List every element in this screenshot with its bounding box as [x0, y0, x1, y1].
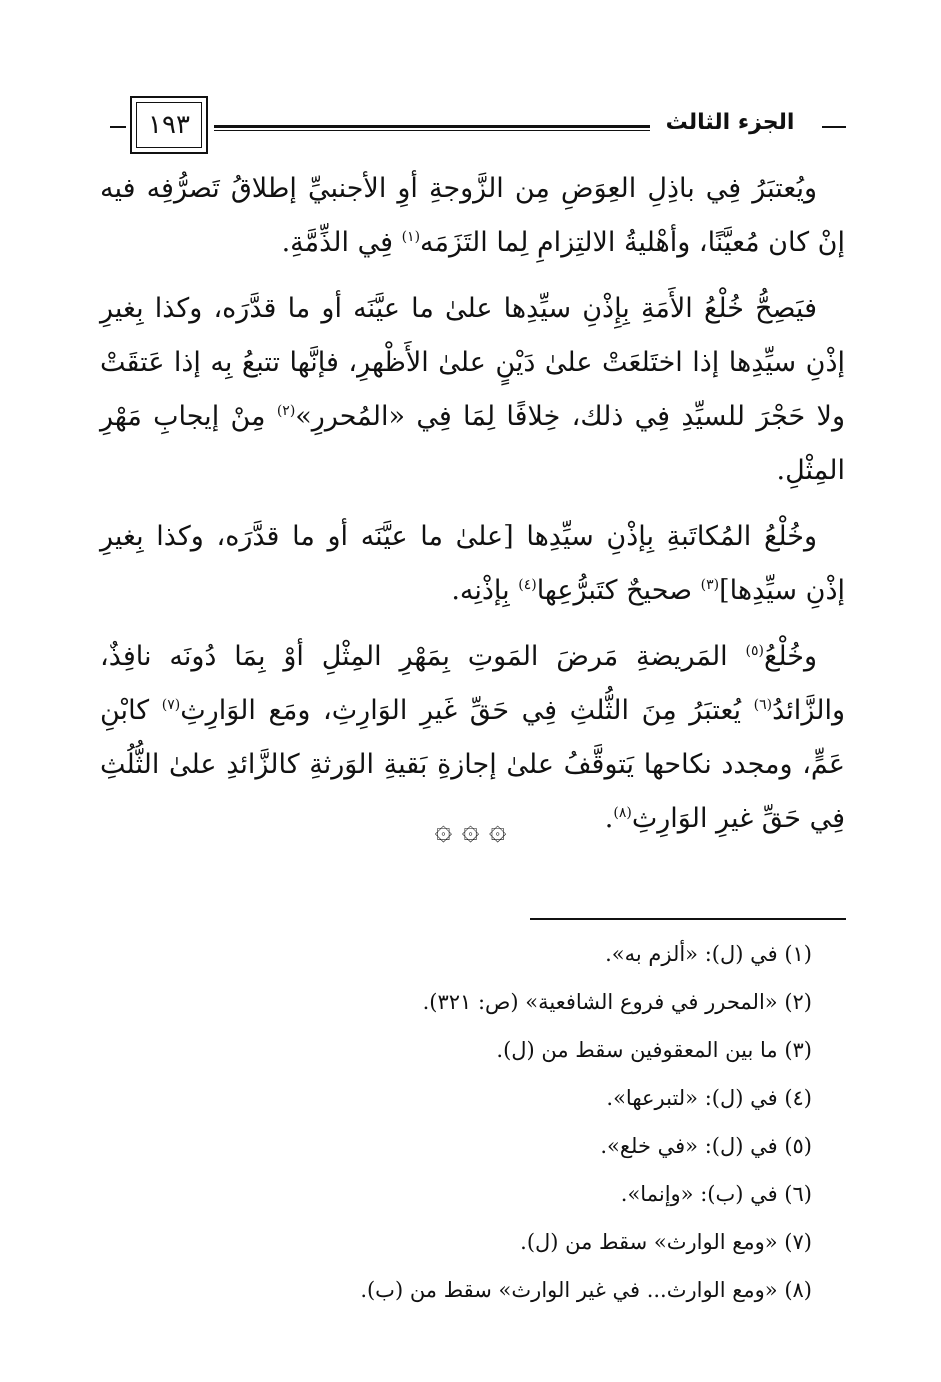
footnote-ref-4: (٤) — [518, 577, 537, 593]
footnote-ref-5: (٥) — [745, 643, 764, 659]
main-text — [100, 162, 845, 858]
text-span: مِنْ إيجابِ مَهْرِ المِثْلِ. — [100, 401, 845, 486]
footnote-ref-2: (٢) — [276, 403, 296, 419]
page-number-box — [130, 96, 208, 154]
footnote-ref-3: (٣) — [700, 577, 720, 593]
text-span: يُعتبَرُ مِنَ الثُّلثِ فِي حَقِّ غَيرِ الوَارِثِ، ومَع الوَارِثِ — [180, 695, 754, 726]
footnote-2: (٢) «المحرر في فروع الشافعية» (ص: ٣٢١). — [422, 990, 812, 1014]
paragraph-3 — [100, 510, 845, 618]
footnote-1: (١) في (ل): «ألزم به». — [605, 942, 812, 966]
page-number: ١٩٣ — [136, 102, 202, 148]
text-span: ويُعتبَرُ فِي باذِلِ العِوَضِ مِن الزَّوجةِ أوِ الأجنبيِّ إطلاقُ تَصرُّفِه فيه إنْ كان مُعيَّنًا، وأهْليةُ الالتِزامِ لِما التَزَمَه — [100, 173, 845, 258]
footnote-7: (٧) «ومع الوارث» سقط من (ل). — [520, 1230, 812, 1254]
text-span: وخُلْعُ — [763, 641, 817, 672]
footnote-ref-8: (٨) — [613, 805, 632, 821]
text-span: كابْنِ عَمٍّ، ومجدد نكاحها يَتوقَّفُ علىٰ إجازةِ بَقيةِ الوَرثةِ كالزَّائدِ علىٰ الثُّلُثِ فِي حَقِّ غيرِ الوَارِثِ — [100, 695, 845, 834]
footnote-3: (٣) ما بين المعقوفين سقط من (ل). — [496, 1038, 812, 1062]
footnote-4: (٤) في (ل): «لتبرعها». — [606, 1086, 812, 1110]
footnote-divider — [530, 918, 846, 920]
section-ornament-icon: ۞ ۞ ۞ — [434, 812, 507, 847]
footnote-ref-6: (٦) — [753, 697, 773, 713]
text-span: صحيحٌ كتَبرُّعِها — [536, 575, 701, 606]
text-span: . — [604, 803, 614, 834]
text-span: وخُلْعُ المُكاتَبةِ بِإذْنِ سيِّدِها [علىٰ ما عيَّنَه أو ما قدَّرَه، وكذا بِغيرِ إذْنِ سيِّدِها] — [100, 521, 845, 606]
text-span: فِي الذِّمَّةِ. — [281, 227, 402, 258]
paragraph-1 — [100, 162, 845, 270]
page-header — [110, 96, 846, 158]
running-title: الجزء الثالث — [650, 110, 810, 135]
footnote-ref-1: (١) — [401, 229, 421, 245]
footnotes — [100, 930, 812, 1314]
footnote-ref-7: (٧) — [161, 697, 181, 713]
paragraph-2 — [100, 282, 845, 498]
text-span: فيَصِحُّ خُلْعُ الأَمَةِ بِإِذْنِ سيِّدِها علىٰ ما عيَّنَه أو ما قدَّرَه، وكذا بِغيرِ إذْنِ سيِّدِها إذا اختَلعَتْ علىٰ دَيْنٍ علىٰ الأَظْهرِ، فإنَّها تتبعُ بِه إذا عَتقَتْ ولا حَجْرَ للسيِّدِ فِي ذلك، خِلافًا لِمَا فِي «المُحررِ» — [100, 293, 845, 432]
footnote-6: (٦) في (ب): «وإنما». — [620, 1182, 812, 1206]
footnote-5: (٥) في (ل): «في خلع». — [600, 1134, 812, 1158]
text-span: المَريضةِ مَرضَ المَوتِ بِمَهْرِ المِثْلِ أوْ بِمَا دُونَه نافِذٌ، والزَّائدُ — [100, 641, 845, 726]
header-rule-left — [110, 126, 126, 128]
footnote-8: (٨) «ومع الوارث... في غير الوارث» سقط من (ب). — [360, 1278, 812, 1302]
text-span: بِإذْنِه. — [451, 575, 519, 606]
header-rule-right — [822, 126, 846, 128]
